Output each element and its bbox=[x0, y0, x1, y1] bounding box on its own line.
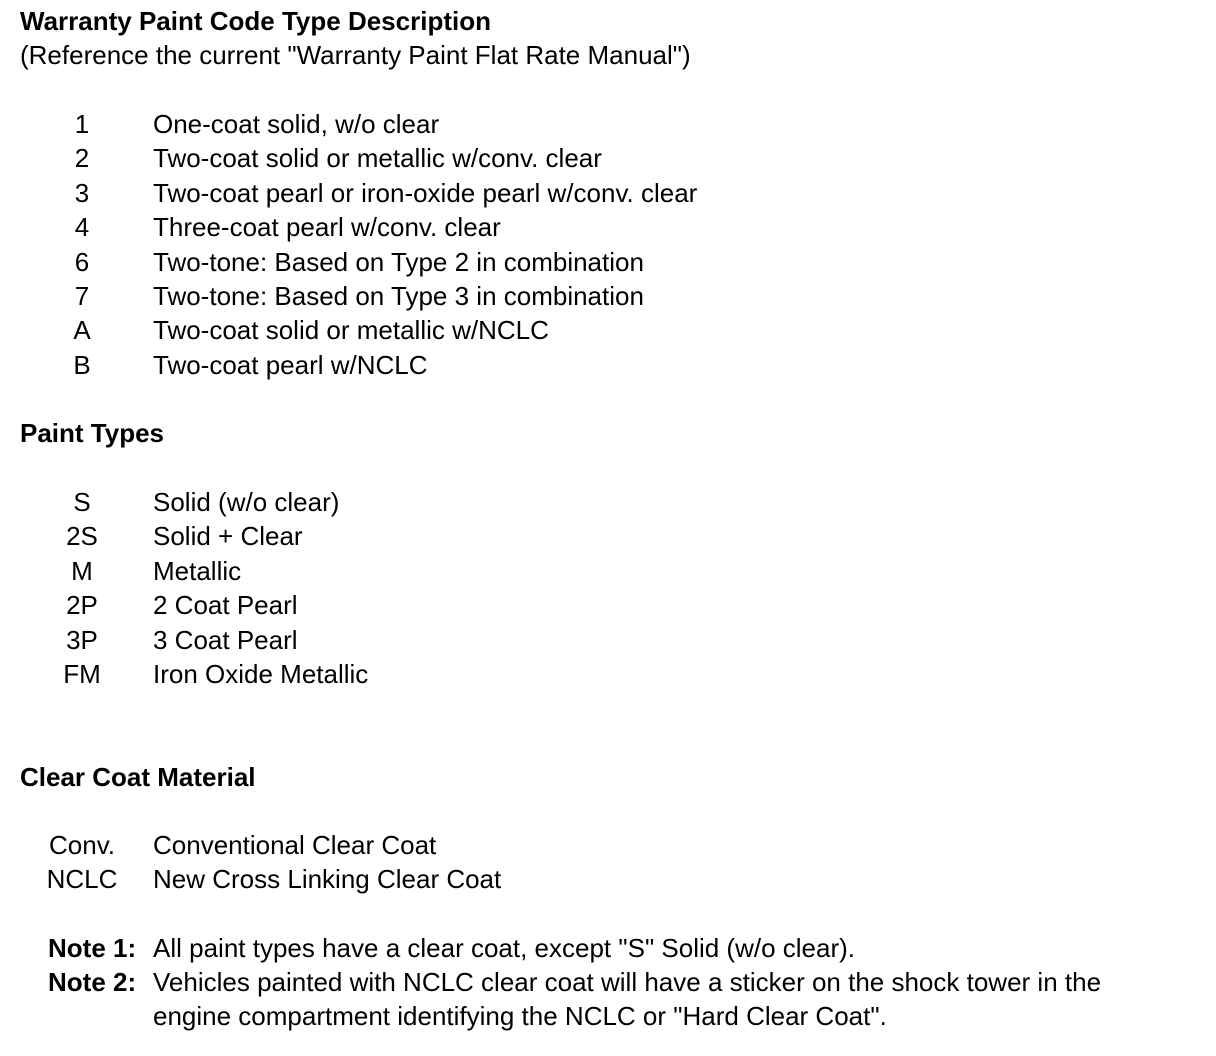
list-item bbox=[0, 210, 1216, 244]
clear-coat-description: New Cross Linking Clear Coat bbox=[153, 864, 502, 895]
clear-coat-code: Conv. bbox=[49, 830, 115, 860]
paint-code-description: One-coat solid, w/o clear bbox=[153, 109, 440, 139]
list-item bbox=[0, 828, 1216, 862]
paint-code: 2 bbox=[74, 143, 90, 174]
paint-code-description: Two-tone: Based on Type 3 in combination bbox=[153, 280, 644, 311]
clear-coat-description: Conventional Clear Coat bbox=[153, 830, 437, 860]
paint-code: 7 bbox=[74, 280, 90, 311]
paint-code: 4 bbox=[74, 212, 90, 243]
paint-type-code: S bbox=[73, 487, 91, 517]
paint-type-code: M bbox=[71, 555, 93, 586]
list-item bbox=[0, 348, 1216, 382]
paint-code: B bbox=[73, 349, 91, 380]
note-label: Note 1: bbox=[48, 933, 137, 963]
paint-type-code: 2S bbox=[66, 521, 98, 552]
paint-code-description: Two-tone: Based on Type 2 in combination bbox=[153, 246, 644, 277]
paint-code: 1 bbox=[74, 109, 90, 139]
paint-code-description: Two-coat solid or metallic w/NCLC bbox=[153, 315, 549, 346]
page-title: Warranty Paint Code Type Description bbox=[20, 6, 491, 36]
paint-types-list bbox=[0, 485, 1216, 691]
paint-type-description: Metallic bbox=[153, 555, 242, 586]
paint-code-list bbox=[0, 107, 1216, 382]
list-item bbox=[0, 176, 1216, 210]
paint-type-description: Iron Oxide Metallic bbox=[153, 658, 369, 689]
paint-code: A bbox=[73, 315, 91, 346]
list-item bbox=[0, 141, 1216, 175]
paint-types-heading: Paint Types bbox=[20, 418, 165, 448]
paint-type-description: 3 Coat Pearl bbox=[153, 624, 298, 655]
paint-type-code: 3P bbox=[66, 624, 98, 655]
paint-code-description: Two-coat pearl w/NCLC bbox=[153, 349, 428, 380]
clear-coat-list bbox=[0, 828, 1216, 897]
paint-type-code: 2P bbox=[66, 590, 98, 621]
clear-coat-heading: Clear Coat Material bbox=[20, 762, 256, 792]
clear-coat-code: NCLC bbox=[46, 864, 118, 895]
list-item bbox=[0, 279, 1216, 313]
note-text: Vehicles painted with NCLC clear coat will have a sticker on the shock tower in the engine compartment identifying the NCLC or "Hard Clear Coat". bbox=[153, 967, 1102, 1031]
list-item bbox=[0, 862, 1216, 896]
list-item bbox=[0, 313, 1216, 347]
list-item bbox=[0, 245, 1216, 279]
paint-code-description: Three-coat pearl w/conv. clear bbox=[153, 212, 501, 243]
list-item bbox=[0, 588, 1216, 622]
note-text: All paint types have a clear coat, except "S" Solid (w/o clear). bbox=[153, 933, 856, 963]
list-item bbox=[0, 657, 1216, 691]
list-item bbox=[0, 107, 1216, 141]
paint-type-code: FM bbox=[63, 658, 101, 689]
list-item bbox=[0, 519, 1216, 553]
paint-type-description: Solid (w/o clear) bbox=[153, 487, 340, 517]
paint-code: 3 bbox=[74, 177, 90, 208]
notes-section bbox=[0, 931, 1216, 1033]
list-item bbox=[0, 623, 1216, 657]
note-label: Note 2: bbox=[48, 967, 137, 997]
paint-code-description: Two-coat pearl or iron-oxide pearl w/conv. clear bbox=[153, 177, 698, 208]
paint-code-description: Two-coat solid or metallic w/conv. clear bbox=[153, 143, 602, 174]
list-item bbox=[0, 485, 1216, 519]
list-item bbox=[0, 554, 1216, 588]
note-item bbox=[0, 931, 1216, 965]
paint-type-description: Solid + Clear bbox=[153, 521, 303, 552]
note-item bbox=[0, 965, 1216, 1033]
reference-note: (Reference the current "Warranty Paint Flat Rate Manual") bbox=[20, 40, 691, 70]
paint-type-description: 2 Coat Pearl bbox=[153, 590, 298, 621]
paint-code: 6 bbox=[74, 246, 90, 277]
